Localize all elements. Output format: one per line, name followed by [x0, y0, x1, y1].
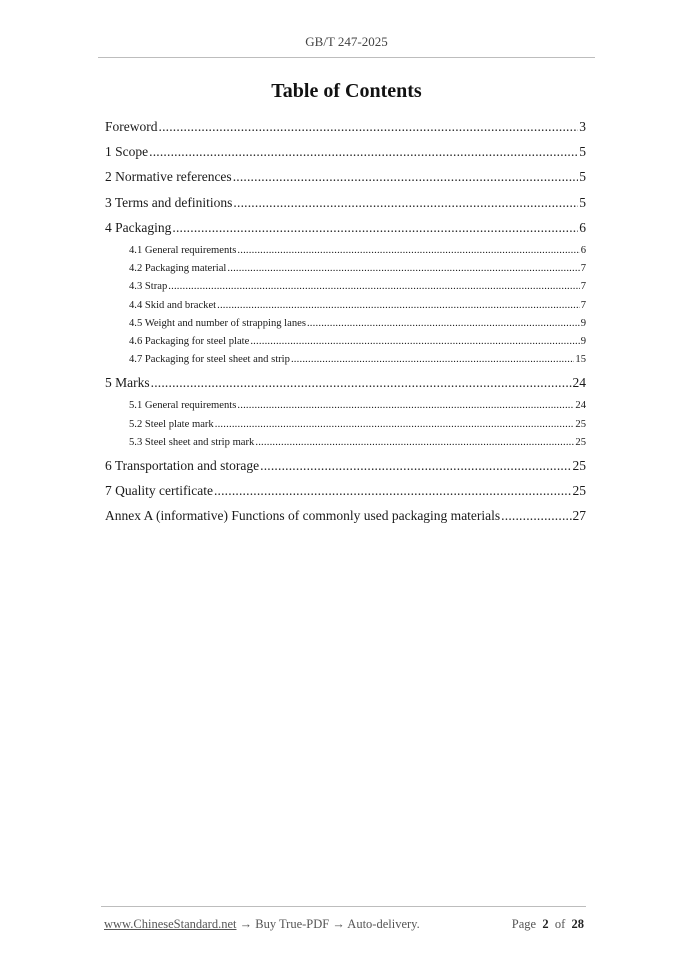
toc-entry-page: 5 — [579, 169, 586, 185]
toc-entry-label: 5.2 Steel plate mark — [129, 418, 214, 430]
toc-entry-packaging-steel-sheet-strip[interactable] — [105, 351, 586, 369]
header-divider — [98, 57, 595, 58]
toc-entry-page: 25 — [572, 483, 586, 499]
dot-leader — [149, 141, 578, 163]
table-of-contents — [105, 116, 586, 531]
toc-entry-label: 2 Normative references — [105, 169, 232, 185]
toc-entry-page: 9 — [580, 317, 586, 329]
toc-entry-page: 7 — [580, 263, 586, 275]
toc-entry-page: 7 — [580, 299, 586, 311]
toc-entry-label: 4.7 Packaging for steel sheet and strip — [129, 354, 290, 366]
toc-entry-page: 27 — [572, 508, 586, 524]
toc-entry-label: 5.1 General requirements — [129, 400, 237, 412]
dot-leader — [159, 116, 579, 138]
toc-entry-page: 9 — [580, 335, 586, 347]
toc-entry-page: 5 — [579, 194, 586, 210]
toc-entry-label: 5 Marks — [105, 375, 150, 391]
toc-entry-label: 7 Quality certificate — [105, 483, 213, 499]
toc-entry-label: 4 Packaging — [105, 219, 172, 235]
toc-entry-annex-a[interactable] — [105, 505, 586, 530]
toc-entry-normative-references[interactable] — [105, 166, 586, 191]
toc-entry-page: 3 — [579, 119, 586, 134]
toc-entry-foreword[interactable] — [105, 116, 586, 141]
toc-entry-marks[interactable] — [105, 372, 586, 397]
toc-entry-page: 6 — [580, 244, 586, 256]
toc-entry-packaging-steel-plate[interactable] — [105, 333, 586, 351]
dot-leader — [168, 278, 579, 296]
dot-leader — [233, 192, 578, 214]
dot-leader — [214, 480, 572, 502]
toc-entry-label: 4.4 Skid and bracket — [129, 299, 217, 311]
dot-leader — [217, 297, 580, 315]
dot-leader — [233, 166, 579, 188]
dot-leader — [237, 242, 579, 260]
page-total: 28 — [571, 917, 584, 931]
dot-leader — [291, 351, 574, 369]
toc-entry-label: 4.1 General requirements — [129, 244, 237, 256]
toc-entry-page: 5 — [579, 144, 586, 160]
toc-entry-general-requirements[interactable] — [105, 242, 586, 260]
dot-leader — [260, 455, 571, 477]
toc-entry-page: 24 — [575, 400, 586, 412]
toc-entry-label: Foreword — [105, 119, 158, 134]
toc-entry-scope[interactable] — [105, 141, 586, 166]
toc-entry-transportation-storage[interactable] — [105, 455, 586, 480]
toc-entry-page: 25 — [572, 458, 586, 473]
toc-entry-strap[interactable] — [105, 278, 586, 296]
page-footer — [104, 917, 584, 932]
toc-entry-label: 5.3 Steel sheet and strip mark — [129, 436, 255, 448]
toc-entry-label: 1 Scope — [105, 144, 149, 160]
page-title: Table of Contents — [271, 80, 422, 102]
toc-entry-page: 25 — [575, 436, 586, 448]
footer-promo-text: → Buy True-PDF → Auto-delivery. — [236, 917, 420, 931]
toc-entry-label: 4.6 Packaging for steel plate — [129, 335, 250, 347]
footer-site-link[interactable]: www.ChineseStandard.net — [104, 917, 237, 931]
toc-entry-quality-certificate[interactable] — [105, 480, 586, 505]
dot-leader — [255, 434, 574, 452]
dot-leader — [172, 217, 578, 239]
dot-leader — [215, 416, 575, 434]
toc-entry-page: 6 — [579, 219, 586, 235]
dot-leader — [250, 333, 579, 351]
toc-entry-page: 15 — [575, 354, 586, 366]
toc-entry-label: 3 Terms and definitions — [105, 194, 233, 210]
toc-entry-page: 24 — [572, 375, 586, 391]
toc-entry-weight-and-strapping-lanes[interactable] — [105, 315, 586, 333]
running-header: GB/T 247-2025 — [305, 34, 388, 49]
toc-entry-packaging-material[interactable] — [105, 260, 586, 278]
toc-entry-label: Annex A (informative) Functions of commonly used packaging materials — [105, 508, 501, 524]
toc-entry-steel-sheet-strip-mark[interactable] — [105, 434, 586, 452]
toc-entry-label: 6 Transportation and storage — [105, 458, 260, 473]
toc-entry-label: 4.2 Packaging material — [129, 263, 227, 275]
page-word: Page — [511, 917, 537, 931]
toc-entry-page: 7 — [580, 281, 586, 293]
page-number — [512, 917, 584, 932]
toc-entry-page: 25 — [575, 418, 586, 430]
page-current: 2 — [542, 917, 549, 931]
page-of: of — [554, 917, 566, 931]
dot-leader — [227, 260, 579, 278]
dot-leader — [237, 397, 574, 415]
toc-entry-label: 4.5 Weight and number of strapping lanes — [129, 317, 306, 329]
footer-divider — [101, 906, 586, 907]
footer-promo — [104, 917, 420, 932]
dot-leader — [501, 505, 571, 527]
toc-entry-steel-plate-mark[interactable] — [105, 416, 586, 434]
toc-entry-packaging[interactable] — [105, 217, 586, 242]
toc-entry-skid-and-bracket[interactable] — [105, 297, 586, 315]
toc-entry-terms-and-definitions[interactable] — [105, 192, 586, 217]
toc-entry-label: 4.3 Strap — [129, 281, 168, 293]
toc-entry-marks-general-requirements[interactable] — [105, 397, 586, 415]
dot-leader — [307, 315, 580, 333]
dot-leader — [151, 372, 572, 394]
